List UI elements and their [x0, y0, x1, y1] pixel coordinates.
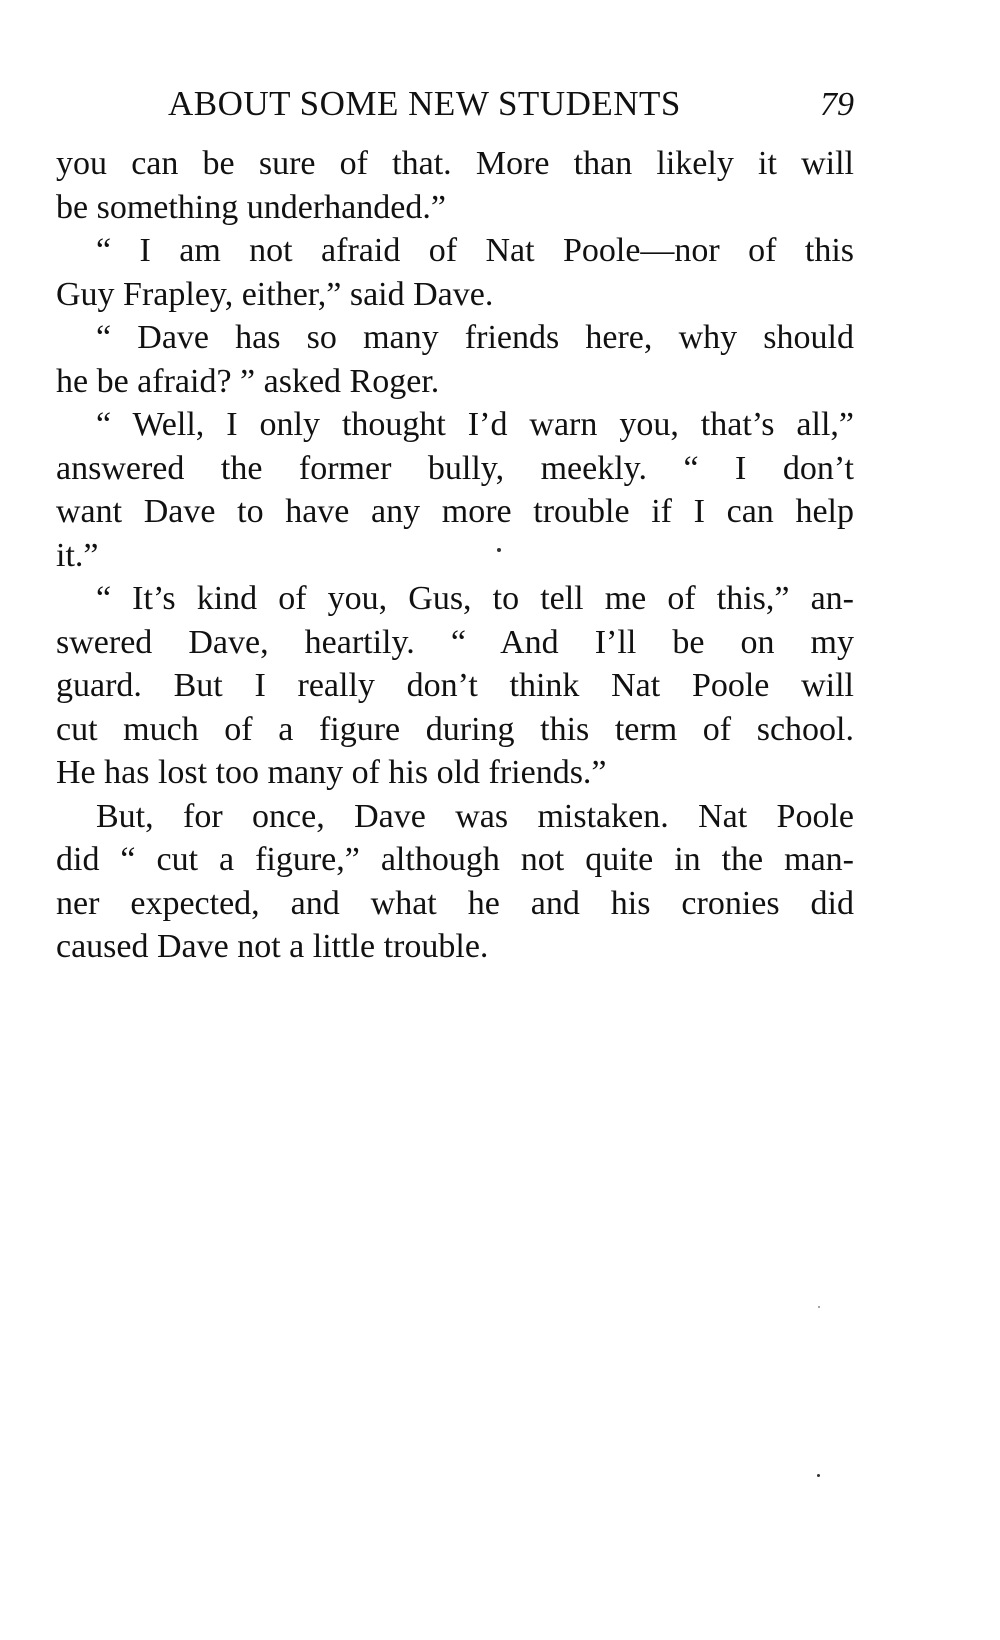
text-line: you can be sure of that. More than likely it will [56, 145, 854, 182]
text-line: swered Dave, heartily. “ And I’ll be on my [56, 623, 854, 661]
text-line: “ Well, I only thought I’d warn you, that’s all,” [96, 406, 854, 443]
text-line: want Dave to have any more trouble if I can help [56, 493, 854, 530]
text-line: “ It’s kind of you, Gus, to tell me of this,” an- [96, 580, 854, 617]
text-line: He has lost too many of his old friends.” [56, 754, 607, 791]
text-line: “ Dave has so many friends here, why should [96, 319, 854, 356]
body-text [56, 142, 854, 969]
page-number: 79 [820, 86, 854, 123]
text-line: it.” [56, 536, 99, 574]
text-line: guard. But I really don’t think Nat Poole will [56, 667, 854, 704]
ink-speck [497, 548, 501, 552]
running-head [56, 84, 854, 124]
text-line: did “ cut a figure,” although not quite in the man- [56, 841, 854, 878]
text-line: Guy Frapley, either,” said Dave. [56, 275, 494, 313]
text-line: ner expected, and what he and his cronies did [56, 884, 854, 922]
text-line: answered the former bully, meekly. “ I don’t [56, 449, 854, 487]
ink-speck [818, 1306, 820, 1308]
text-line: But, for once, Dave was mistaken. Nat Poole [96, 797, 854, 835]
text-line: caused Dave not a little trouble. [56, 928, 489, 965]
text-line: be something underhanded.” [56, 188, 446, 226]
ink-speck [817, 1474, 820, 1477]
running-title: ABOUT SOME NEW STUDENTS [168, 84, 681, 123]
text-line: cut much of a figure during this term of school. [56, 710, 854, 748]
text-line: “ I am not afraid of Nat Poole—nor of this [96, 232, 854, 269]
text-line: he be afraid? ” asked Roger. [56, 362, 440, 400]
